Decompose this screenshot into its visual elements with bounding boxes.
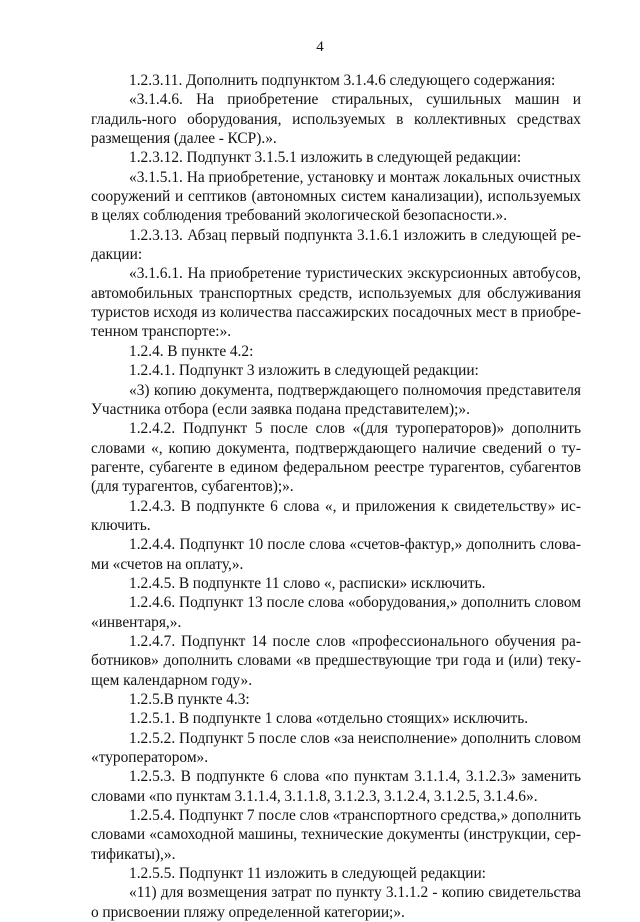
paragraph: 1.2.3.12. Подпункт 3.1.5.1 изложить в следующей редакции: <box>129 149 522 167</box>
paragraph: 1.2.4.2. Подпункт 5 после слов «(для туроператоров)» дополнить словами «, копию документа, подтверждающего наличие сведений о ту-рагенте, субагенте в едином федеральном реестре турагентов, субагентов (для турагентов, субагентов);». <box>91 420 581 496</box>
paragraph: 1.2.5.1. В подпункте 1 слова «отдельно стоящих» исключить. <box>129 710 529 728</box>
page-number: 4 <box>316 39 324 55</box>
paragraph: 1.2.5.3. В подпункте 6 слова «по пунктам 3.1.1.4, 3.1.2.3» заменить словами «по пунктам 3.1.1.4, 3.1.1.8, 3.1.2.3, 3.1.2.4, 3.1.2.5, 3.1.4.6». <box>91 768 581 805</box>
paragraph: «11) для возмещения затрат по пункту 3.1.1.2 - копию свидетельства о присвоении пляжу определенной категории;». <box>91 884 581 921</box>
paragraph: 1.2.4.4. Подпункт 10 после слова «счетов-фактур,» дополнить слова-ми «счетов на оплату,». <box>91 536 581 573</box>
paragraph: 1.2.3.11. Дополнить подпунктом 3.1.4.6 следующего содержания: <box>129 72 556 89</box>
paragraph: 1.2.4.7. Подпункт 14 после слов «профессионального обучения ра-ботников» дополнить словами «в предшествующие три года и (или) теку-щем календарном году». <box>91 632 581 689</box>
paragraph: 1.2.5.5. Подпункт 11 изложить в следующей редакции: <box>129 865 486 883</box>
paragraph: «3) копию документа, подтверждающего полномочия представителя Участника отбора (если заявка подана представителем);». <box>91 381 581 418</box>
paragraph: «3.1.6.1. На приобретение туристических экскурсионных автобусов, автомобильных транспортных средств, используемых для обслуживания туристов исходя из количества пассажирских посадочных мест в приобре-тенном транспорте:». <box>91 265 581 341</box>
paragraph: «3.1.5.1. На приобретение, установку и монтаж локальных очистных сооружений и септиков (автономных систем канализации), используемых в целях соблюдения требований экологической безопасности.». <box>91 168 581 225</box>
paragraph: 1.2.4.6. Подпункт 13 после слова «оборудования,» дополнить словом «инвентаря,». <box>91 594 581 631</box>
paragraph: 1.2.4.5. В подпункте 11 слово «, расписки» исключить. <box>129 574 486 592</box>
paragraph: 1.2.5.В пункте 4.3: <box>129 691 250 708</box>
paragraph: «3.1.4.6. На приобретение стиральных, сушильных машин и гладиль-ного оборудования, используемых в коллективных средствах размещения (далее - КСР).». <box>91 91 581 148</box>
paragraph: 1.2.5.2. Подпункт 5 после слов «за неисполнение» дополнить словом «туроператором». <box>91 729 581 767</box>
document-body <box>91 71 581 922</box>
paragraph: 1.2.3.13. Абзац первый подпункта 3.1.6.1 изложить в следующей ре-дакции: <box>91 226 581 264</box>
paragraph: 1.2.4.3. В подпункте 6 слова «, и приложения к свидетельству» ис-ключить. <box>91 497 581 534</box>
paragraph: 1.2.5.4. Подпункт 7 после слов «транспортного средства,» дополнить словами «самоходной машины, технические документы (инструкции, сер-тификаты),». <box>91 807 581 863</box>
paragraph: 1.2.4.1. Подпункт 3 изложить в следующей редакции: <box>129 362 479 380</box>
paragraph: 1.2.4. В пункте 4.2: <box>129 342 254 360</box>
